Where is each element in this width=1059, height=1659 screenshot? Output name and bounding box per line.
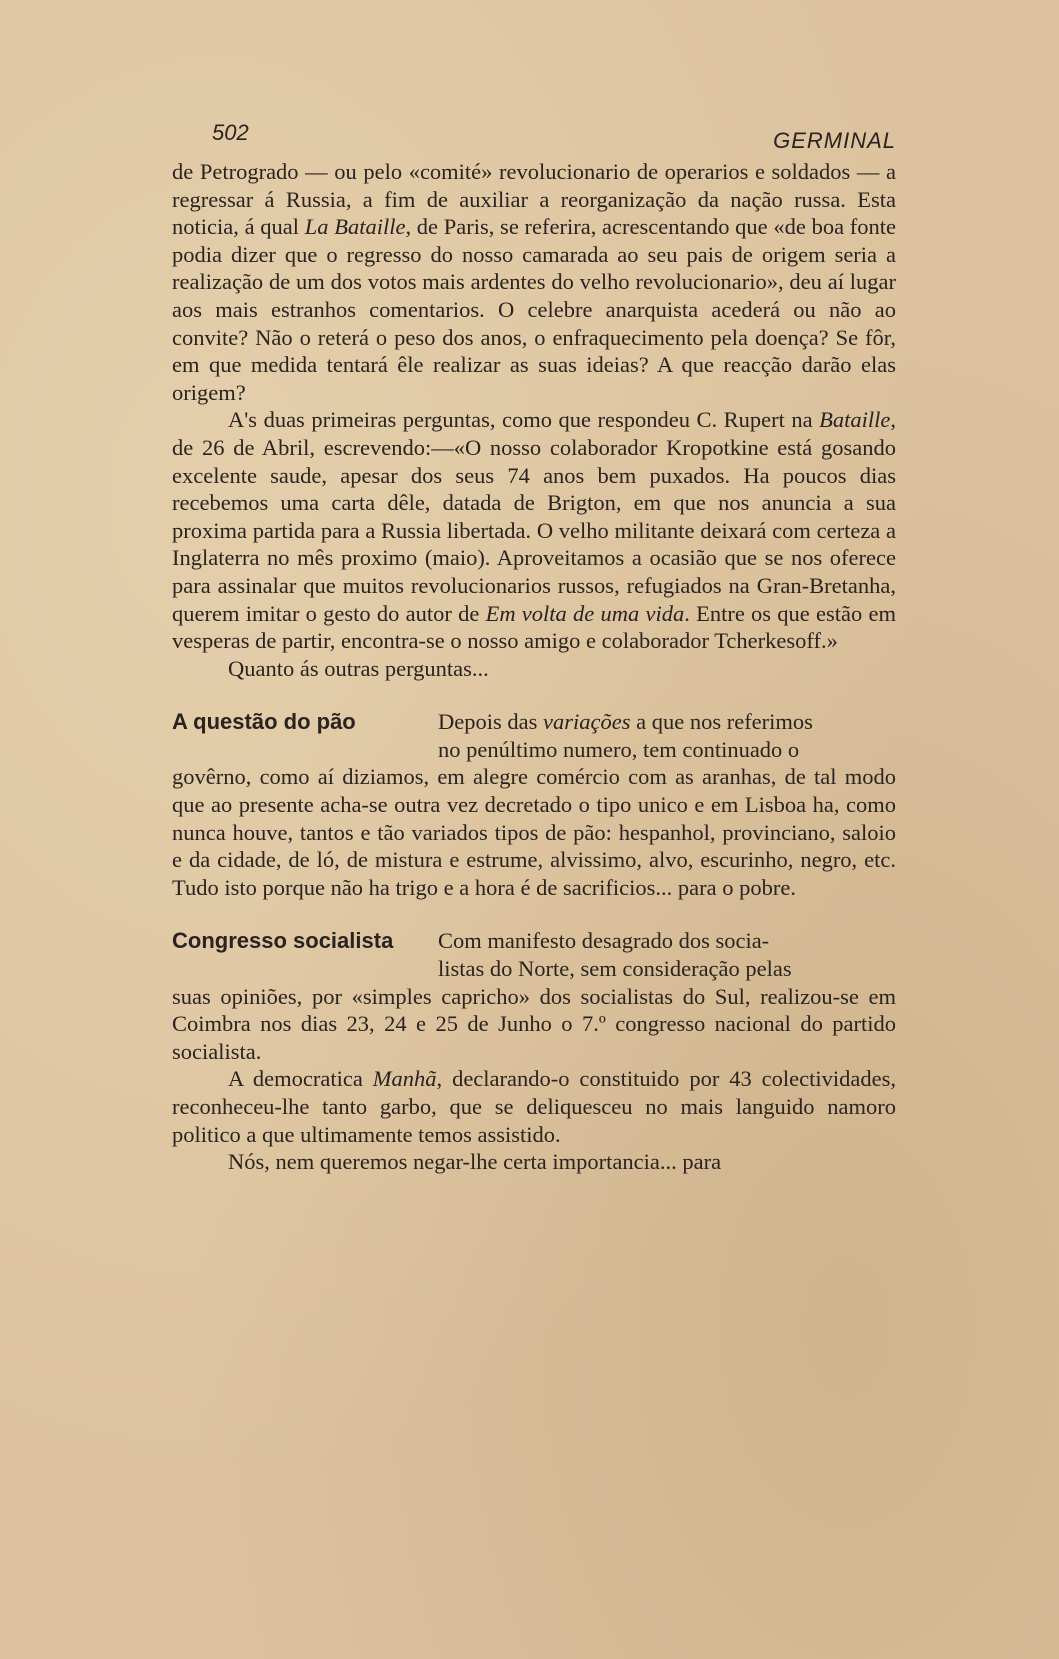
section-lead: Com manifesto desagrado dos socia- [438,928,770,954]
section-gap [172,682,896,708]
newspaper-title: La Bataille [304,214,406,240]
text-run: de Petrogrado — ou pelo «comité» revolucionario de operarios e soldados — a regressar á Russia, a fim de auxiliar a reorganização da nação russa. Esta noticia, á qual [172,159,896,240]
running-title: GERMINAL [773,128,896,153]
section-heading: A questão do pão [172,709,356,735]
paragraph-kropotkine-news [172,158,896,406]
text-run: , de 26 de Abril, escrevendo:—«O nosso colaborador Kropotkine está gosando excelente saude, apesar dos seus 74 anos bem puxados. Ha poucos dias recebemos uma carta dêle, datada de Brigton, em que nos anuncia a sua proxima partida para a Russia libertada. O velho militante deixará com certeza a Inglaterra no mês proximo (maio). Aproveitamos a ocasião que se nos oferece para assinalar que muitos revolucionarios russos, refugiados na Gran-Bretanha, querem imitar o gesto do autor de [172,407,896,626]
text-run: . Entre os que estão em vesperas de partir, encontra-se o nosso amigo e colaborador Tcherkesoff.» [172,600,896,654]
page [172,110,896,1176]
section-body: suas opiniões, por «simples capricho» dos socialistas do Sul, realizou-se em Coimbra nos dias 23, 24 e 25 de Junho o 7.º congresso nacional do partido socialista. [172,983,896,1064]
section-bread-question [172,708,896,901]
paragraph-importance: Nós, nem queremos negar-lhe certa importancia... para [228,1149,722,1175]
section-body: govêrno, como aí diziamos, em alegre comércio com as aranhas, de tal modo que ao presente acha-se outra vez decretado o tipo unico e em Lisboa ha, como nunca houve, tantos e tão variados tipos de pão: hespanhol, provinciano, saloio e da cidade, de ló, de mistura e estrume, alvissimo, alvo, escurinho, negro, etc. Tudo isto porque não ha trigo e a hora é de sacrificios... para o pobre. [172,764,896,900]
section-heading: Congresso socialista [172,928,394,954]
section-lead-continued: no penúltimo numero, tem continuado o [438,736,800,762]
book-title: Em volta de uma vida [485,600,685,626]
section-gap [172,901,896,927]
text-run: A's duas primeiras perguntas, como que respondeu C. Rupert na [228,407,820,433]
page-number: 502 [212,120,249,145]
page-header [172,110,896,158]
section-lead: Depois das variações a que nos referimos [438,709,813,735]
paragraph-other-questions: Quanto ás outras perguntas... [228,655,489,681]
newspaper-title: Bataille [819,407,891,433]
newspaper-title: Manhã [372,1066,437,1092]
section-lead-continued: listas do Norte, sem consideração pelas [438,956,792,982]
text-run: , de Paris, se referira, acrescentando que «de boa fonte podia dizer que o regresso do nosso camarada ao seu pais de origem seria a realização de um dos votos mais ardentes do velho revolucionario», deu aí lugar aos mais estranhos comentarios. O celebre anarquista acederá ou não ao convite? Não o reterá o peso dos anos, o enfraquecimento pela doença? Se fôr, em que medida tentará êle realizar as suas ideias? A que reacção darão elas origem? [172,214,896,405]
paragraph-manha: A democratica Manhã, declarando-o constituido por 43 colectividades, reconheceu-lhe tanto garbo, que se deliquesceu no mais languido namoro politico a que ultimamente temos assistido. [172,1066,896,1147]
paragraph-rupert-reply [172,406,896,654]
section-socialist-congress [172,927,896,1175]
